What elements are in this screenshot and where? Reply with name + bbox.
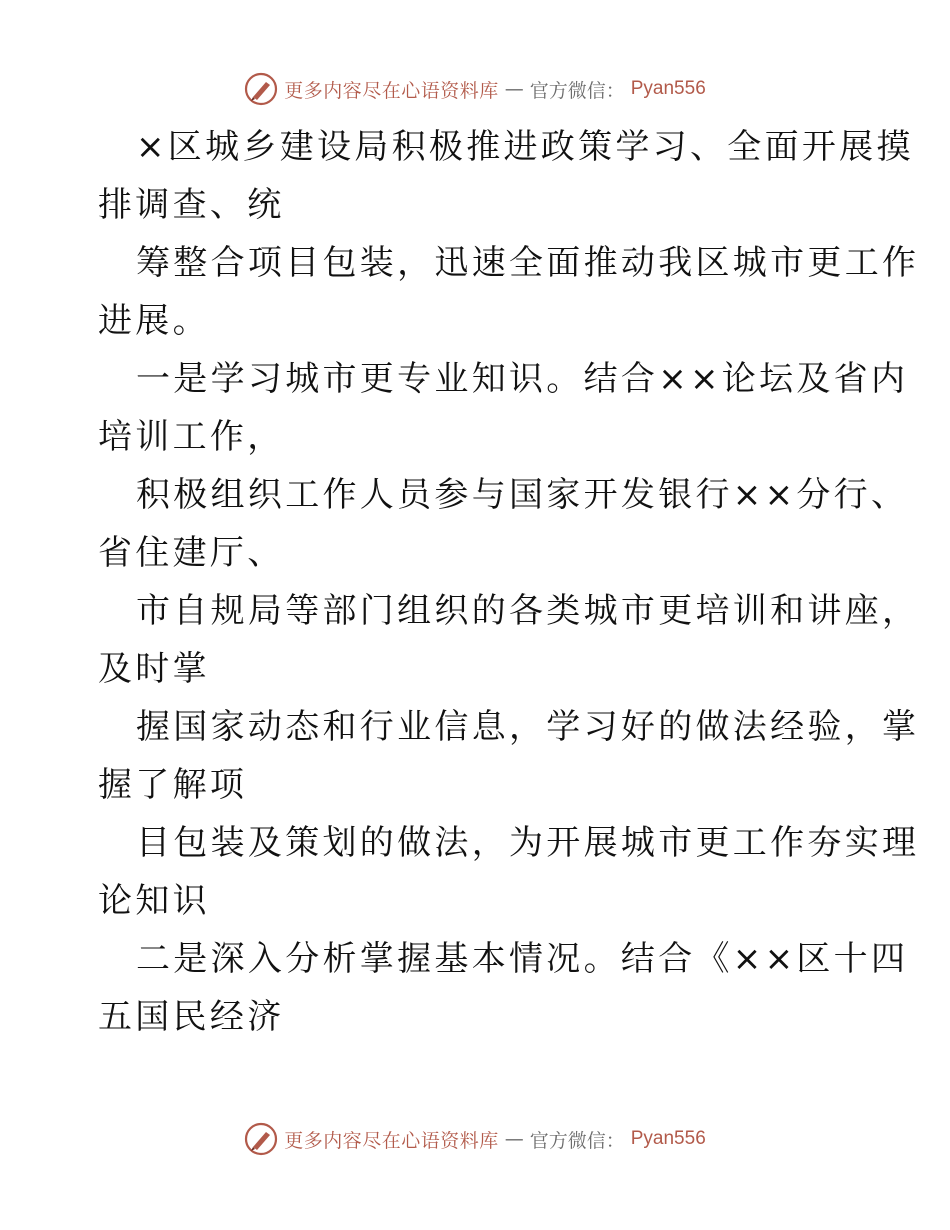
text-line: 握了解项 [98,765,248,805]
watermark-wechat-id: Pyan556 [630,1128,706,1149]
watermark-text: 更多内容尽在心语资料库 [284,79,499,102]
text-line: 一是学习城市更专业知识。结合××论坛及省内 [136,359,909,399]
watermark-official-label: 官方微信： [529,1129,625,1152]
watermark-wechat-id: Pyan556 [630,78,706,99]
watermark-text: 更多内容尽在心语资料库 [284,1129,499,1152]
text-line: 排调查、统 [98,185,285,225]
text-line: 二是深入分析掌握基本情况。结合《××区十四 [136,939,909,979]
watermark-separator: — [504,1128,524,1150]
text-line: 积极组织工作人员参与国家开发银行××分行、 [136,475,909,515]
text-line: 论知识 [98,881,210,921]
text-line: 进展。 [98,301,210,341]
text-line: 筹整合项目包装，迅速全面推动我区城市更工作 [136,243,920,283]
pen-logo-icon [244,1122,278,1156]
watermark-official-label: 官方微信： [529,79,625,102]
text-line: ×区城乡建设局积极推进政策学习、全面开展摸 [136,127,914,167]
text-line: 省住建厅、 [98,533,285,573]
text-line: 培训工作， [98,417,285,457]
text-line: 市自规局等部门组织的各类城市更培训和讲座， [136,591,920,631]
header-watermark [0,72,950,106]
text-line: 五国民经济 [98,997,285,1037]
footer-watermark [0,1122,950,1156]
watermark-separator: — [504,78,524,100]
text-line: 及时掌 [98,649,210,689]
text-line: 目包装及策划的做法，为开展城市更工作夯实理 [136,823,920,863]
text-line: 握国家动态和行业信息，学习好的做法经验，掌 [136,707,920,747]
body-text [98,118,920,1046]
pen-logo-icon [244,72,278,106]
